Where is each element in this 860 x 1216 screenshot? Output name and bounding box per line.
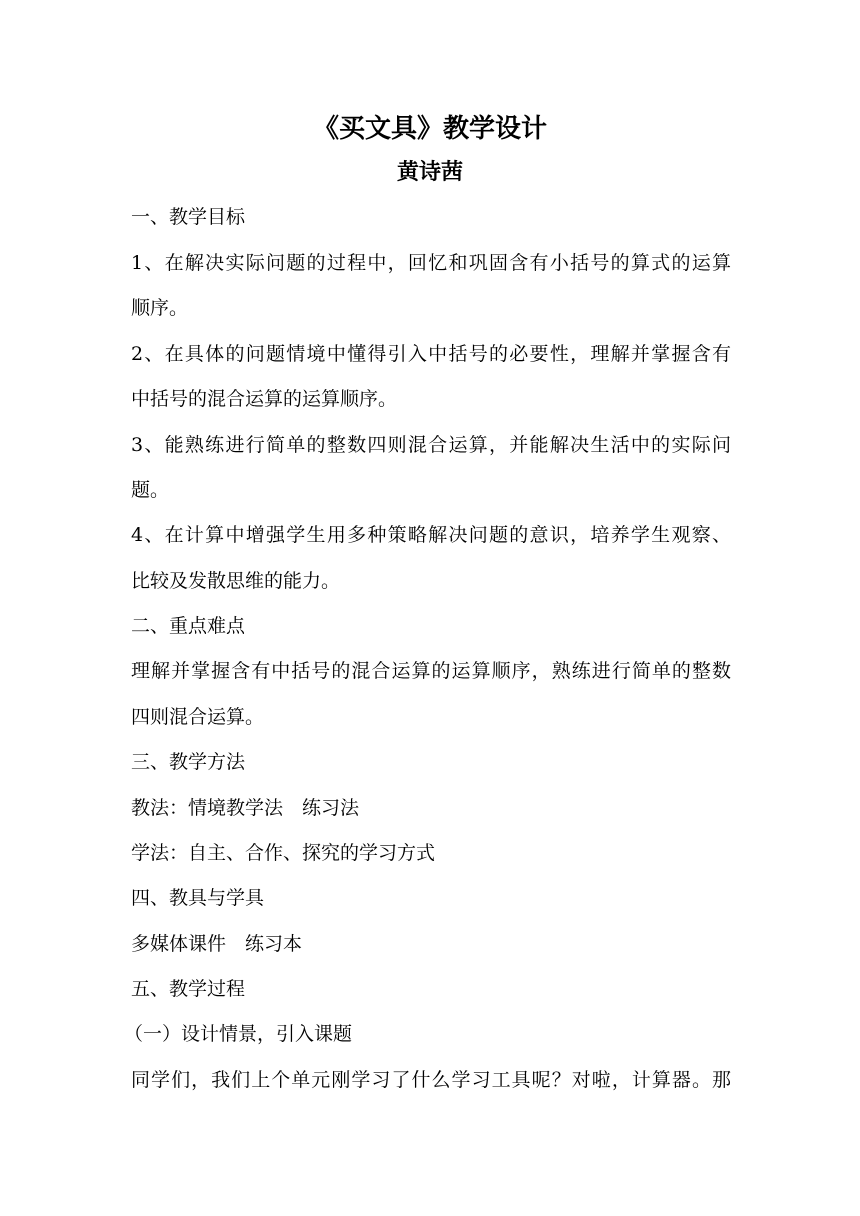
paragraph-line: 2、在具体的问题情境中懂得引入中括号的必要性，理解并掌握含有: [131, 343, 731, 365]
paragraph-line: 中括号的混合运算的运算顺序。: [131, 388, 398, 410]
paragraph-line: 教法：情境教学法 练习法: [131, 797, 360, 819]
paragraph-line: 题。: [131, 479, 170, 501]
paragraph-line: 多媒体课件 练习本: [131, 933, 303, 955]
document-author: 黄诗茜: [396, 159, 463, 185]
paragraph-line: 3、能熟练进行简单的整数四则混合运算，并能解决生活中的实际问: [131, 434, 731, 456]
paragraph-line: 顺序。: [131, 297, 189, 319]
section-heading-process: 五、教学过程: [131, 978, 246, 1000]
paragraph-line: 比较及发散思维的能力。: [131, 570, 341, 592]
section-heading-key-points: 二、重点难点: [131, 615, 246, 637]
section-heading-methods: 三、教学方法: [131, 751, 246, 773]
section-heading-tools: 四、教具与学具: [131, 887, 265, 909]
paragraph-line: 1、在解决实际问题的过程中，回忆和巩固含有小括号的算式的运算: [131, 252, 731, 274]
paragraph-line: 同学们，我们上个单元刚学习了什么学习工具呢？对啦，计算器。那: [131, 1069, 731, 1091]
paragraph-line: 理解并掌握含有中括号的混合运算的运算顺序，熟练进行简单的整数: [131, 660, 731, 682]
document-title: 《买文具》教学设计: [312, 114, 547, 144]
section-heading-objectives: 一、教学目标: [131, 206, 246, 228]
paragraph-line: 4、在计算中增强学生用多种策略解决问题的意识，培养学生观察、: [131, 524, 731, 546]
subsection-heading: （一）设计情景，引入课题: [124, 1023, 353, 1045]
paragraph-line: 四则混合运算。: [131, 706, 265, 728]
paragraph-line: 学法：自主、合作、探究的学习方式: [131, 842, 436, 864]
